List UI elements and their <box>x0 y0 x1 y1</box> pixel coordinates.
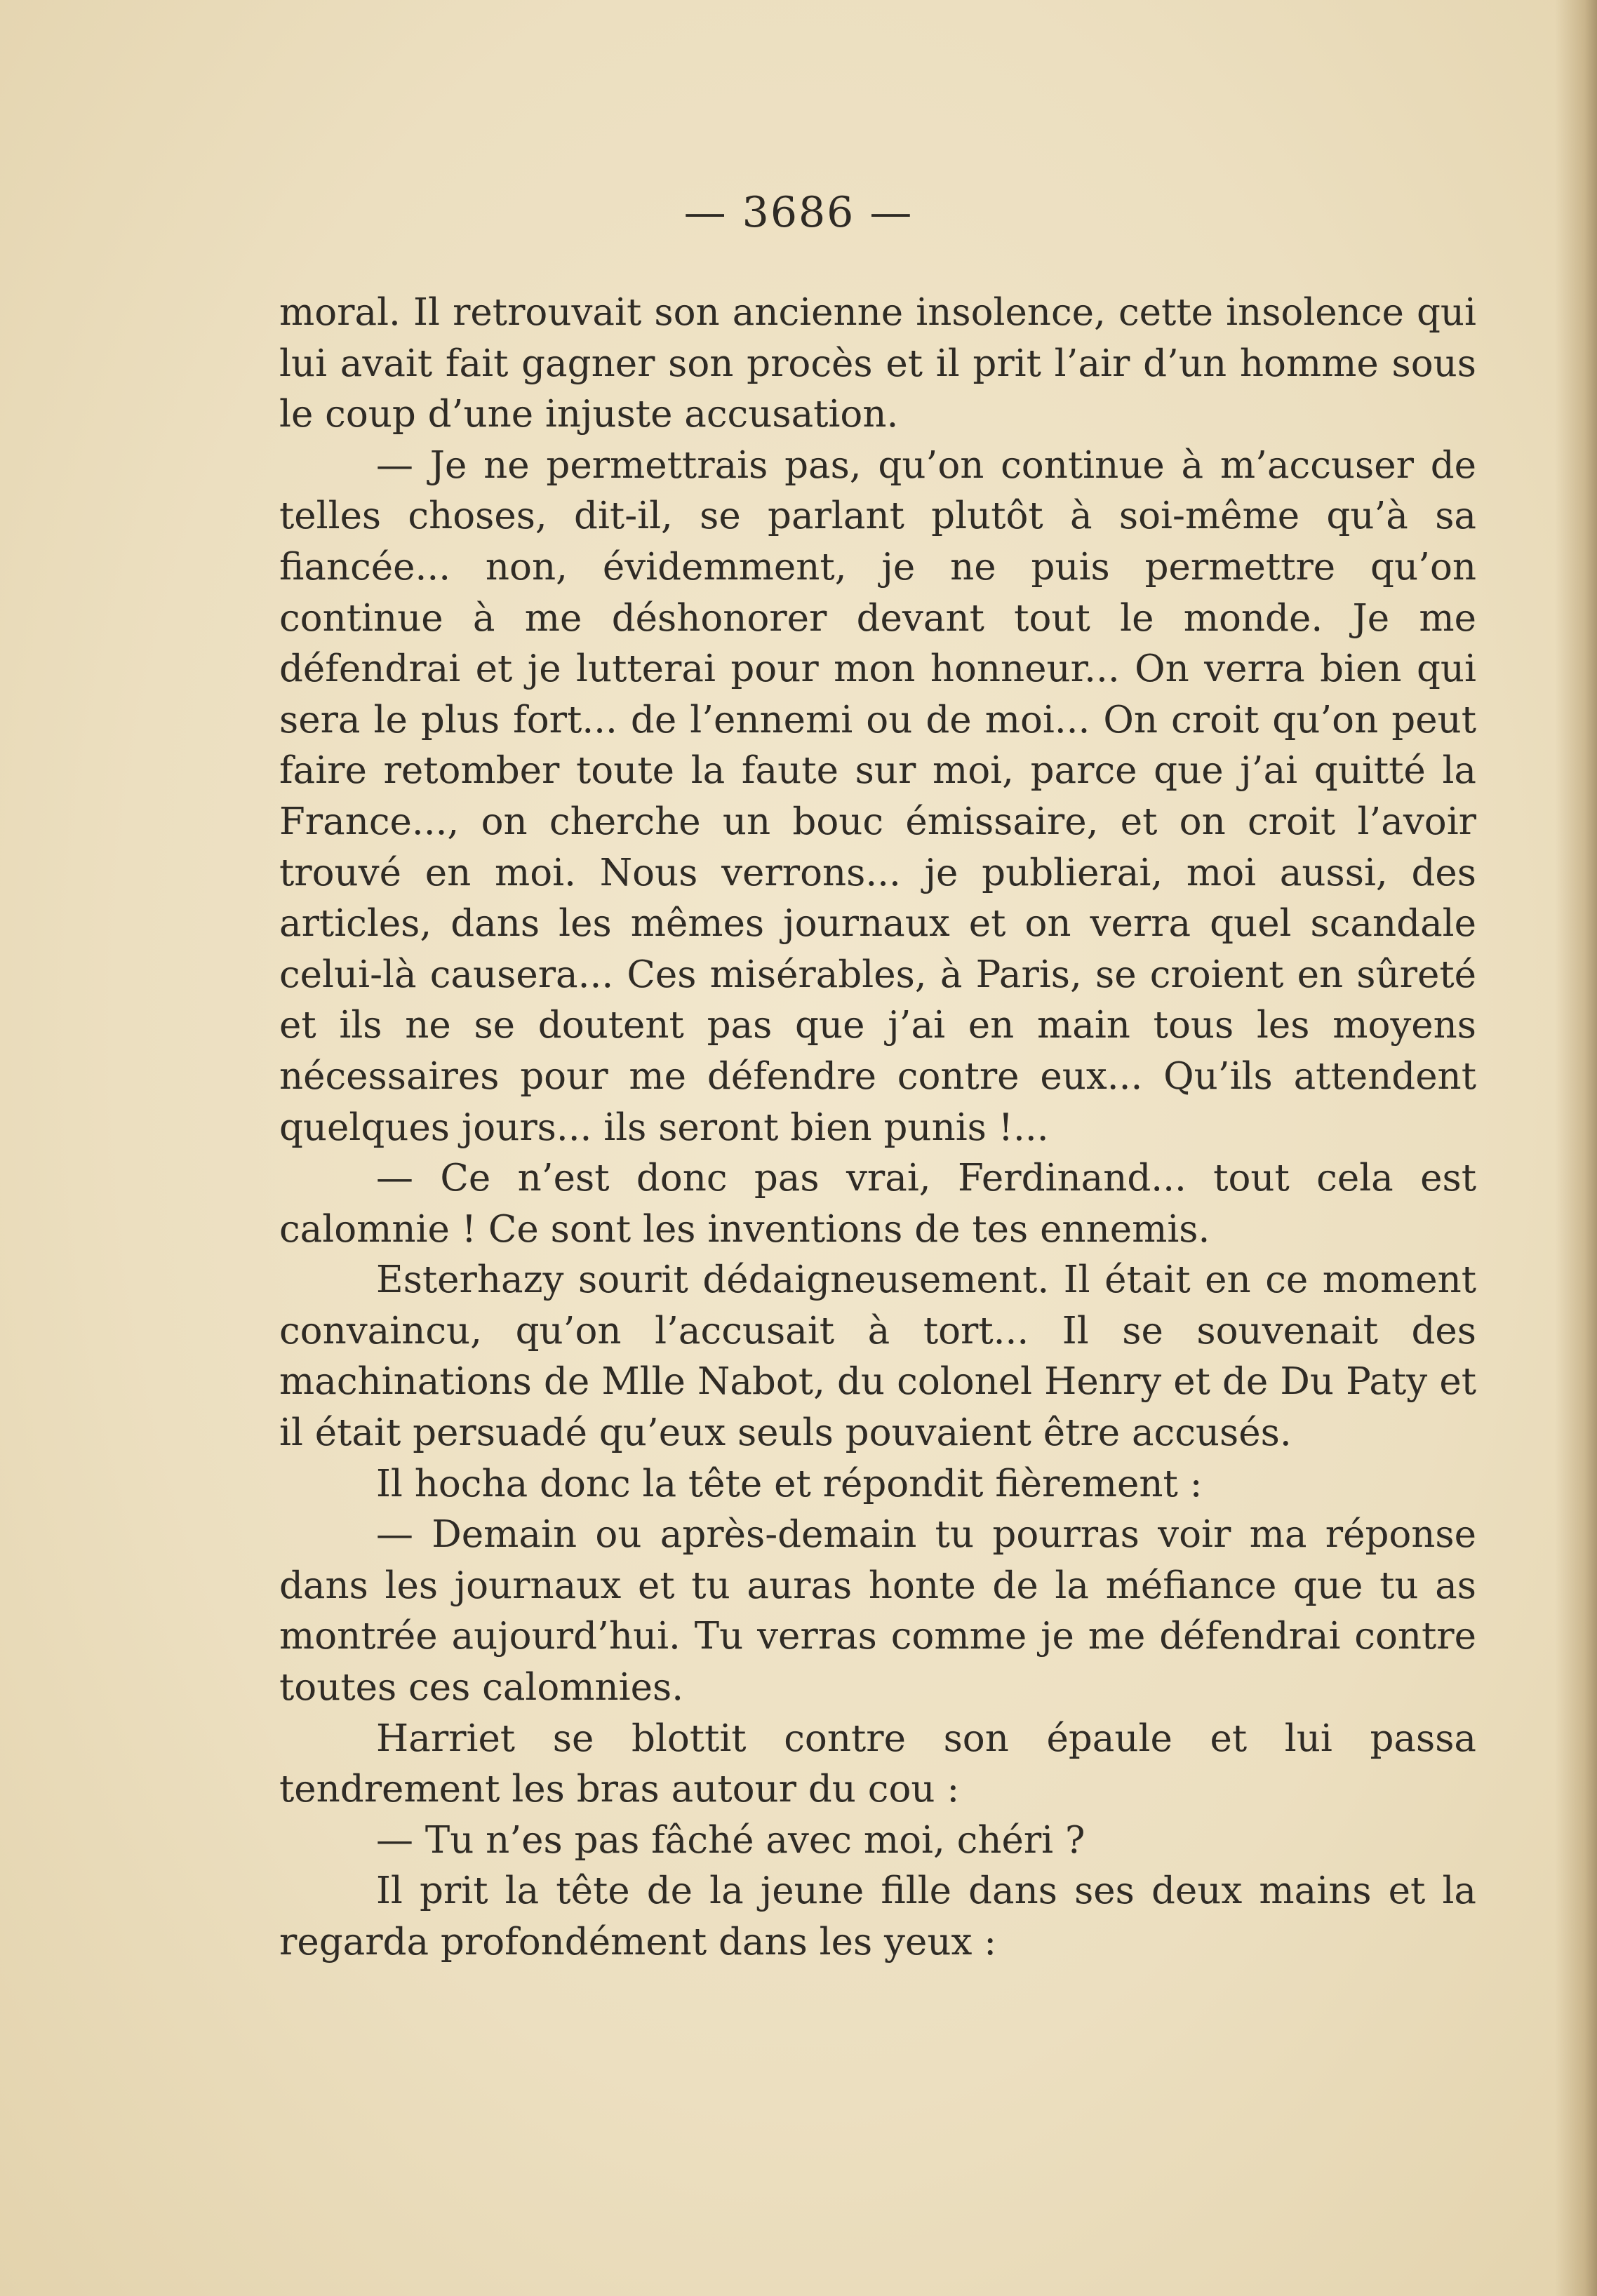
paragraph: Il hocha donc la tête et répondit fièrement : <box>376 1462 1203 1505</box>
paragraph: — Demain ou après-demain tu pourras voir ma réponse dans les journaux et tu auras honte de la méfiance que tu as montrée aujourd’hui. Tu verras comme je me défendrai contre toutes ces calomnies. <box>279 1513 1476 1710</box>
page-number: — 3686 — <box>683 188 914 237</box>
body-text <box>279 288 1476 1968</box>
paragraph: — Je ne permettrais pas, qu’on continue à m’accuser de telles choses, dit-il, se parlant plutôt à soi-même qu’à sa fiancée... non, évidemment, je ne puis permettre qu’on continue à me déshonorer devant tout le monde. Je me défendrai et je lutterai pour mon honneur... On verra bien qui sera le plus fort... de l’ennemi ou de moi... On croit qu’on peut faire retomber toute la faute sur moi, parce que j’ai quitté la France..., on cherche un bouc émissaire, et on croit l’avoir trouvé en moi. Nous verrons... je publierai, moi aussi, des articles, dans les mêmes journaux et on verra quel scandale celui-là causera... Ces misérables, à Paris, se croient en sûreté et ils ne se doutent pas que j’ai en main tous les moyens nécessaires pour me défendre contre eux... Qu’ils attendent quelques jours... ils seront bien punis !... <box>279 443 1476 1149</box>
page-edge-shadow <box>1555 0 1597 2296</box>
paragraph: — Ce n’est donc pas vrai, Ferdinand... tout cela est calomnie ! Ce sont les inventions de tes ennemis. <box>279 1157 1476 1251</box>
paragraph: moral. Il retrouvait son ancienne insolence, cette insolence qui lui avait fait gagner son procès et il prit l’air d’un homme sous le coup d’une injuste accusation. <box>279 291 1476 436</box>
paragraph: Harriet se blottit contre son épaule et lui passa tendrement les bras autour du cou : <box>279 1717 1476 1811</box>
paragraph: Il prit la tête de la jeune fille dans ses deux mains et la regarda profondément dans les yeux : <box>279 1869 1476 1963</box>
paragraph: — Tu n’es pas fâché avec moi, chéri ? <box>376 1818 1085 1862</box>
paragraph: Esterhazy sourit dédaigneusement. Il était en ce moment convaincu, qu’on l’accusait à tort... Il se souvenait des machinations de Mlle Nabot, du colonel Henry et de Du Paty et il était persuadé qu’eux seuls pouvaient être accusés. <box>279 1258 1476 1455</box>
